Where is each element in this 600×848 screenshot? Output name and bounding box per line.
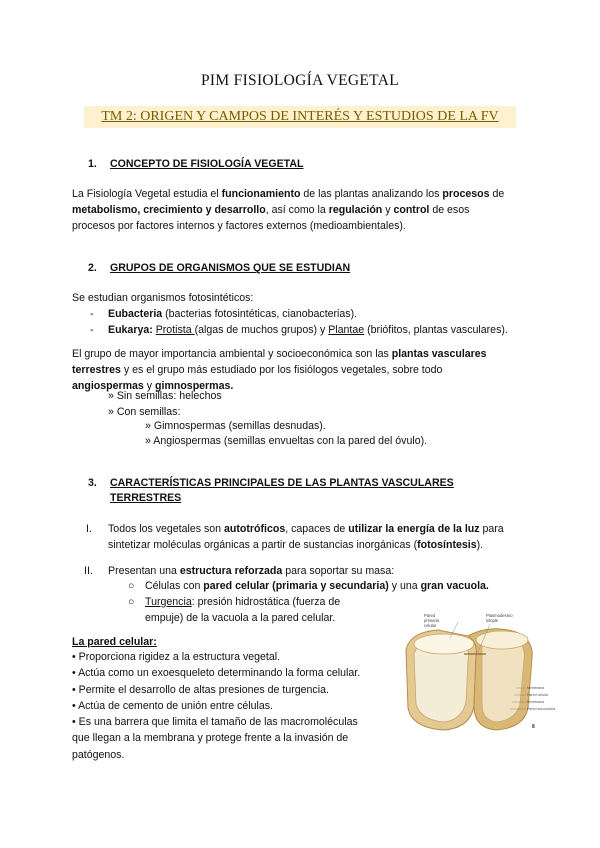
section-2-title: GRUPOS DE ORGANISMOS QUE SE ESTUDIAN xyxy=(110,262,351,274)
cell-wall-figure xyxy=(398,610,556,744)
label-pared-celular: Pared celular xyxy=(527,693,549,697)
label-membrana-1: Membrana xyxy=(527,686,545,690)
document-title: PIM FISIOLOGÍA VEGETAL xyxy=(201,72,399,89)
sub-bullet: ○ xyxy=(128,596,135,608)
section-1-number: 1. xyxy=(88,158,97,170)
section-1-title: CONCEPTO DE FISIOLOGÍA VEGETAL xyxy=(110,158,304,170)
list-item: que llegan a la membrana y protege frente a la invasión de xyxy=(72,732,349,745)
list-item: • Es una barrera que limita el tamaño de las macromoléculas xyxy=(72,716,358,729)
list-item: - Eukarya: Protista (algas de muchos grupos) y Plantae (briófitos, plantas vasculares). xyxy=(90,324,508,336)
list-item: » Angiospermas (semillas envueltas con la pared del óvulo). xyxy=(145,435,428,447)
section-3-title: CARACTERÍSTICAS PRINCIPALES DE LAS PLANTAS VASCULARES xyxy=(110,477,454,489)
section-3-item-1: Todos los vegetales son autotróficos, capaces de utilizar la energía de la luz para sintetizar moléculas orgánicas a partir de sustancias inorgánicas (fotosíntesis). xyxy=(108,523,504,551)
section-1-heading xyxy=(88,158,303,170)
list-item: patógenos. xyxy=(72,748,125,761)
section-3-heading xyxy=(88,477,454,489)
section-3-title-line-2: TERRESTRES xyxy=(110,492,182,504)
section-3-number: 3. xyxy=(88,477,97,489)
label-pared: Pared xyxy=(424,613,436,618)
section-2-list xyxy=(90,306,508,338)
right-cell-vacuole xyxy=(482,638,524,722)
roman-numeral-2: II. xyxy=(84,565,93,577)
figure-page-number: 8 xyxy=(532,724,535,730)
list-item: • Actúa como un exoesqueleto determinando la forma celular. xyxy=(72,667,361,680)
document-subtitle: TM 2: ORIGEN Y CAMPOS DE INTERÉS Y ESTUDIOS DE LA FV xyxy=(101,109,499,124)
section-1-paragraph: La Fisiología Vegetal estudia el funcionamiento de las plantas analizando los procesos de metabolismo, crecimiento y desarrollo, así como la regulación y control de esos procesos por factores internos y factores externos (medioambientales). xyxy=(72,188,505,232)
pared-list xyxy=(72,649,360,763)
label-membrana-2: Membrana xyxy=(527,700,545,704)
list-item: • Proporciona rigidez a la estructura vegetal. xyxy=(72,651,281,663)
section-3-item-2: Presentan una estructura reforzada para soportar su masa: xyxy=(108,565,395,577)
list-item: • Permite el desarrollo de altas presiones de turgencia. xyxy=(72,683,329,696)
roman-numeral-1: I. xyxy=(86,523,92,535)
right-cell-top xyxy=(476,631,528,649)
pared-heading: La pared celular: xyxy=(72,636,157,648)
list-item: » Gimnospermas (semillas desnudas). xyxy=(145,420,326,432)
sub-item-turgencia: Turgencia: presión hidrostática (fuerza de empuje) de la vacuola a la pared celular. xyxy=(145,596,341,624)
list-item: - Eubacteria (bacterias fotosintéticas, cianobacterias). xyxy=(90,308,358,320)
label-primaria: primaria xyxy=(424,618,440,623)
sub-item-cells: Células con pared celular (primaria y secundaria) y una gran vacuola. xyxy=(145,580,489,592)
list-item: • Actúa de cemento de unión entre células. xyxy=(72,699,274,712)
label-pared-secundaria: Pared secundaria xyxy=(527,707,556,711)
list-item: » Con semillas: xyxy=(108,406,181,418)
sub-bullet: ○ xyxy=(128,580,135,592)
document-subtitle-box xyxy=(84,106,516,128)
section-2-heading xyxy=(88,262,350,274)
section-2-intro: Se estudian organismos fotosintéticos: xyxy=(72,292,254,304)
label-plasmodesmo: Plasmodesmo xyxy=(486,613,513,618)
label-celular: celular xyxy=(424,623,437,628)
list-item: » Sin semillas: helechos xyxy=(108,390,222,402)
left-cell-top xyxy=(414,634,474,654)
label-simple: simple xyxy=(486,618,499,623)
section-2-paragraph: El grupo de mayor importancia ambiental y socioeconómica son las plantas vasculares terrestres y es el grupo más estudiado por los fisiólogos vegetales, sobre todo angiospermas y gimnospermas. xyxy=(72,348,487,392)
section-2-number: 2. xyxy=(88,262,97,274)
